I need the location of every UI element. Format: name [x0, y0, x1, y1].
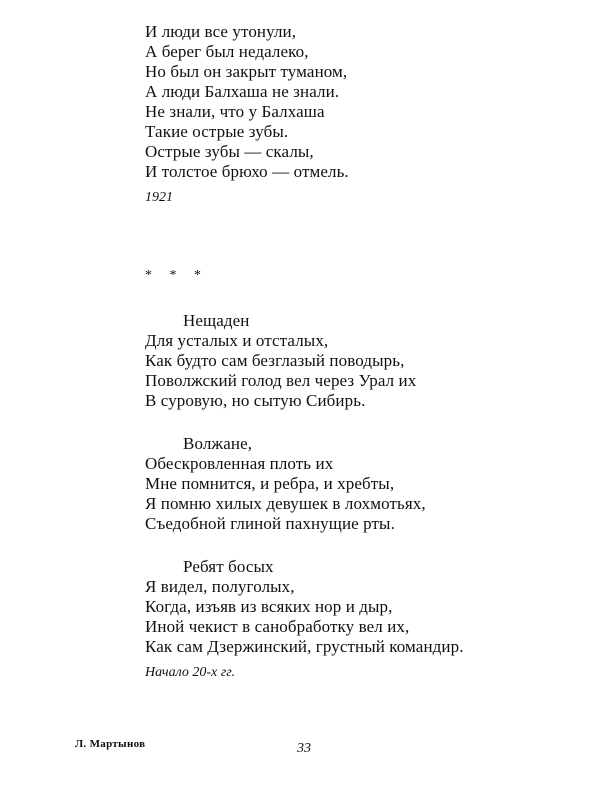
page-number: 33: [297, 741, 311, 756]
poem-1-line: И люди все утонули,: [145, 22, 297, 41]
poem-2-line: Я помню хилых девушек в лохмотьях,: [145, 494, 426, 513]
poem-2-line: Мне помнится, и ребра, и хребты,: [145, 474, 395, 493]
stanza-separator: * * *: [145, 268, 208, 283]
poem-1-line: Не знали, что у Балхаша: [145, 102, 325, 121]
poem-2-line: Для усталых и отсталых,: [145, 331, 329, 350]
poem-2-line: Когда, изъяв из всяких нор и дыр,: [145, 597, 393, 616]
poem-2-line: Нещаден: [183, 311, 250, 330]
poem-1-line: И толстое брюхо — отмель.: [145, 162, 349, 181]
poem-2-date: Начало 20-х гг.: [145, 665, 235, 680]
poem-2-line: Ребят босых: [183, 557, 274, 576]
poem-2-line: Волжане,: [183, 434, 253, 453]
poem-2-line: Я видел, полуголых,: [145, 577, 295, 596]
poem-2-line: Как будто сам безглазый поводырь,: [145, 351, 405, 370]
poem-2-line: Иной чекист в санобработку вел их,: [145, 617, 410, 636]
running-footer-author: Л. Мартынов: [75, 738, 146, 750]
poem-2-line: Поволжский голод вел через Урал их: [145, 371, 417, 390]
poem-1-line: А люди Балхаша не знали.: [145, 82, 340, 101]
poem-2-line: Обескровленная плоть их: [145, 454, 334, 473]
poem-2-line: В суровую, но сытую Сибирь.: [145, 391, 366, 410]
poem-2-line: Съедобной глиной пахнущие рты.: [145, 514, 395, 533]
poem-1-line: Такие острые зубы.: [145, 122, 289, 141]
poem-1-line: Острые зубы — скалы,: [145, 142, 314, 161]
poem-2-line: Как сам Дзержинский, грустный командир.: [145, 637, 464, 656]
poem-1-line: Но был он закрыт туманом,: [145, 62, 348, 81]
poem-1-date: 1921: [145, 190, 173, 205]
poem-1-line: А берег был недалеко,: [145, 42, 309, 61]
